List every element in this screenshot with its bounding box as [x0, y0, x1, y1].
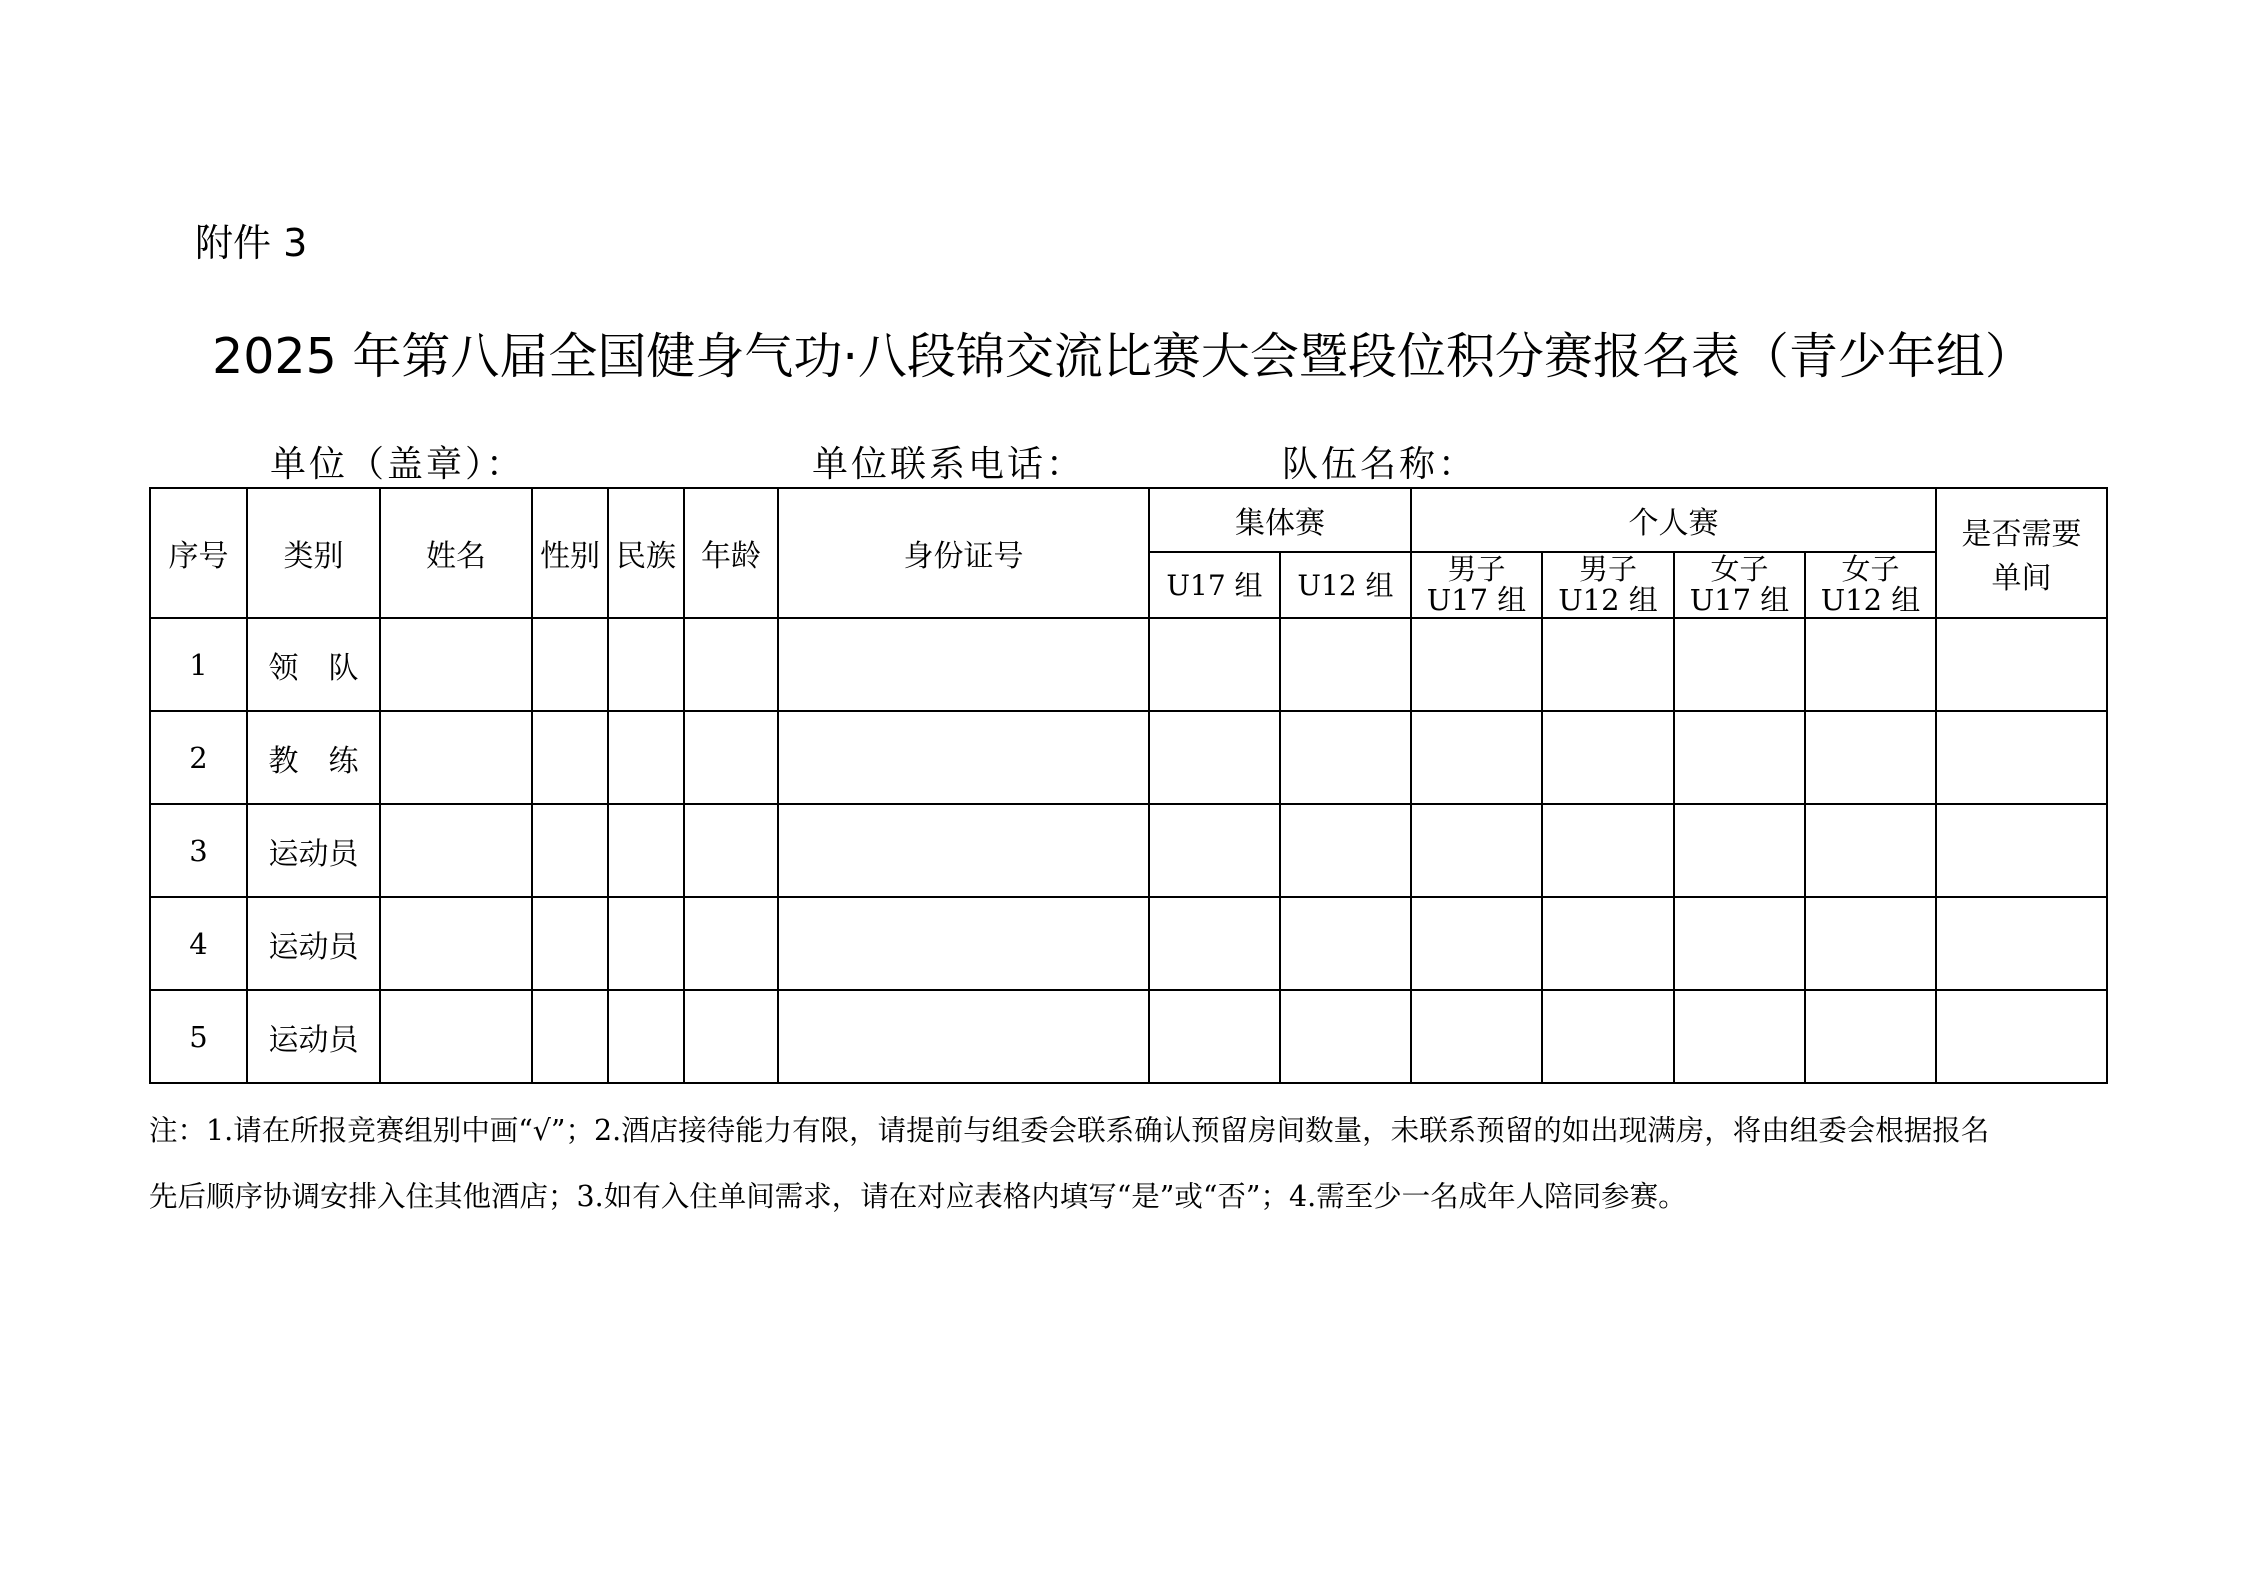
- male-u12-cell[interactable]: [1542, 990, 1674, 1083]
- table-row: [150, 897, 2107, 990]
- header-male-u12-line2: U12 组: [1558, 583, 1658, 617]
- header-female-u17-line2: U17 组: [1689, 583, 1790, 617]
- header-male-u12-line1: 男子: [1578, 552, 1637, 586]
- male-u17-cell[interactable]: [1411, 990, 1542, 1083]
- age-cell[interactable]: [684, 711, 778, 804]
- gender-cell[interactable]: [532, 990, 608, 1083]
- group-u12-cell[interactable]: [1280, 618, 1411, 711]
- male-u12-cell[interactable]: [1542, 618, 1674, 711]
- gender-cell[interactable]: [532, 804, 608, 897]
- header-row-1: [150, 488, 2107, 552]
- group-u17-cell[interactable]: [1149, 804, 1280, 897]
- header-ethnicity: 民族: [608, 488, 684, 618]
- ethnicity-cell[interactable]: [608, 804, 684, 897]
- row-index: 3: [150, 804, 247, 897]
- female-u17-cell[interactable]: [1674, 711, 1805, 804]
- note-line-2: 先后顺序协调安排入住其他酒店；3.如有入住单间需求，请在对应表格内填写“是”或“否”；4.需至少一名成年人陪同参赛。: [149, 1180, 1687, 1213]
- team-name-label: 队伍名称：: [1282, 444, 1478, 485]
- male-u17-cell[interactable]: [1411, 711, 1542, 804]
- table-row: [150, 618, 2107, 711]
- gender-cell[interactable]: [532, 711, 608, 804]
- male-u17-cell[interactable]: [1411, 618, 1542, 711]
- header-female-u17: [1674, 552, 1805, 618]
- attachment-label: 附件 3: [195, 221, 308, 265]
- female-u12-cell[interactable]: [1805, 990, 1936, 1083]
- group-u12-cell[interactable]: [1280, 804, 1411, 897]
- gender-cell[interactable]: [532, 897, 608, 990]
- form-title: 2025 年第八届全国健身气功·八段锦交流比赛大会暨段位积分赛报名表（青少年组）: [212, 328, 2034, 385]
- age-cell[interactable]: [684, 897, 778, 990]
- female-u12-cell[interactable]: [1805, 618, 1936, 711]
- single-room-cell[interactable]: [1936, 618, 2107, 711]
- row-category: 运动员: [247, 897, 380, 990]
- ethnicity-cell[interactable]: [608, 897, 684, 990]
- header-individual-event: 个人赛: [1411, 488, 1936, 552]
- row-category: 教 练: [247, 711, 380, 804]
- row-category: 运动员: [247, 804, 380, 897]
- header-female-u12-line2: U12 组: [1820, 583, 1921, 617]
- header-male-u17-line2: U17 组: [1426, 583, 1527, 617]
- gender-cell[interactable]: [532, 618, 608, 711]
- female-u17-cell[interactable]: [1674, 990, 1805, 1083]
- row-category: 运动员: [247, 990, 380, 1083]
- row-category: 领 队: [247, 618, 380, 711]
- row-index: 4: [150, 897, 247, 990]
- group-u12-cell[interactable]: [1280, 990, 1411, 1083]
- unit-phone-label: 单位联系电话：: [812, 444, 1086, 485]
- id-number-cell[interactable]: [778, 804, 1149, 897]
- ethnicity-cell[interactable]: [608, 711, 684, 804]
- female-u17-cell[interactable]: [1674, 897, 1805, 990]
- group-u17-cell[interactable]: [1149, 618, 1280, 711]
- male-u17-cell[interactable]: [1411, 804, 1542, 897]
- ethnicity-cell[interactable]: [608, 990, 684, 1083]
- single-room-cell[interactable]: [1936, 804, 2107, 897]
- female-u17-cell[interactable]: [1674, 618, 1805, 711]
- group-u12-cell[interactable]: [1280, 711, 1411, 804]
- male-u12-cell[interactable]: [1542, 897, 1674, 990]
- header-single-room-line1: 是否需要: [1961, 517, 2082, 552]
- age-cell[interactable]: [684, 804, 778, 897]
- female-u17-cell[interactable]: [1674, 804, 1805, 897]
- name-cell[interactable]: [380, 897, 532, 990]
- header-category: 类别: [247, 488, 380, 618]
- group-u12-cell[interactable]: [1280, 897, 1411, 990]
- table-row: [150, 711, 2107, 804]
- header-group-u17: U17 组: [1149, 552, 1280, 618]
- unit-stamp-label: 单位（盖章）：: [270, 444, 526, 485]
- age-cell[interactable]: [684, 618, 778, 711]
- header-name: 姓名: [380, 488, 532, 618]
- age-cell[interactable]: [684, 990, 778, 1083]
- header-male-u17-line1: 男子: [1447, 552, 1506, 586]
- form-notes: [149, 1098, 2109, 1230]
- name-cell[interactable]: [380, 711, 532, 804]
- name-cell[interactable]: [380, 804, 532, 897]
- row-index: 5: [150, 990, 247, 1083]
- header-gender: 性别: [532, 488, 608, 618]
- row-index: 2: [150, 711, 247, 804]
- header-female-u17-line1: 女子: [1710, 552, 1769, 586]
- header-index: 序号: [150, 488, 247, 618]
- note-line-1: 注：1.请在所报竞赛组别中画“√”；2.酒店接待能力有限，请提前与组委会联系确认预留房间数量，未联系预留的如出现满房，将由组委会根据报名: [149, 1114, 1990, 1147]
- ethnicity-cell[interactable]: [608, 618, 684, 711]
- header-single-room-line2: 单间: [1991, 561, 2052, 596]
- header-id-number: 身份证号: [778, 488, 1149, 618]
- group-u17-cell[interactable]: [1149, 711, 1280, 804]
- table-row: [150, 804, 2107, 897]
- male-u12-cell[interactable]: [1542, 804, 1674, 897]
- id-number-cell[interactable]: [778, 897, 1149, 990]
- header-single-room: [1936, 488, 2107, 618]
- header-age: 年龄: [684, 488, 778, 618]
- id-number-cell[interactable]: [778, 618, 1149, 711]
- group-u17-cell[interactable]: [1149, 990, 1280, 1083]
- row-index: 1: [150, 618, 247, 711]
- single-room-cell[interactable]: [1936, 990, 2107, 1083]
- single-room-cell[interactable]: [1936, 711, 2107, 804]
- header-group-u12: U12 组: [1280, 552, 1411, 618]
- female-u12-cell[interactable]: [1805, 897, 1936, 990]
- header-female-u12-line1: 女子: [1841, 552, 1900, 586]
- table-row: [150, 990, 2107, 1083]
- registration-table: [149, 487, 2108, 1084]
- female-u12-cell[interactable]: [1805, 711, 1936, 804]
- male-u17-cell[interactable]: [1411, 897, 1542, 990]
- header-male-u12: [1542, 552, 1674, 618]
- id-number-cell[interactable]: [778, 990, 1149, 1083]
- id-number-cell[interactable]: [778, 711, 1149, 804]
- name-cell[interactable]: [380, 990, 532, 1083]
- header-male-u17: [1411, 552, 1542, 618]
- male-u12-cell[interactable]: [1542, 711, 1674, 804]
- single-room-cell[interactable]: [1936, 897, 2107, 990]
- name-cell[interactable]: [380, 618, 532, 711]
- group-u17-cell[interactable]: [1149, 897, 1280, 990]
- female-u12-cell[interactable]: [1805, 804, 1936, 897]
- header-female-u12: [1805, 552, 1936, 618]
- header-group-event: 集体赛: [1149, 488, 1411, 552]
